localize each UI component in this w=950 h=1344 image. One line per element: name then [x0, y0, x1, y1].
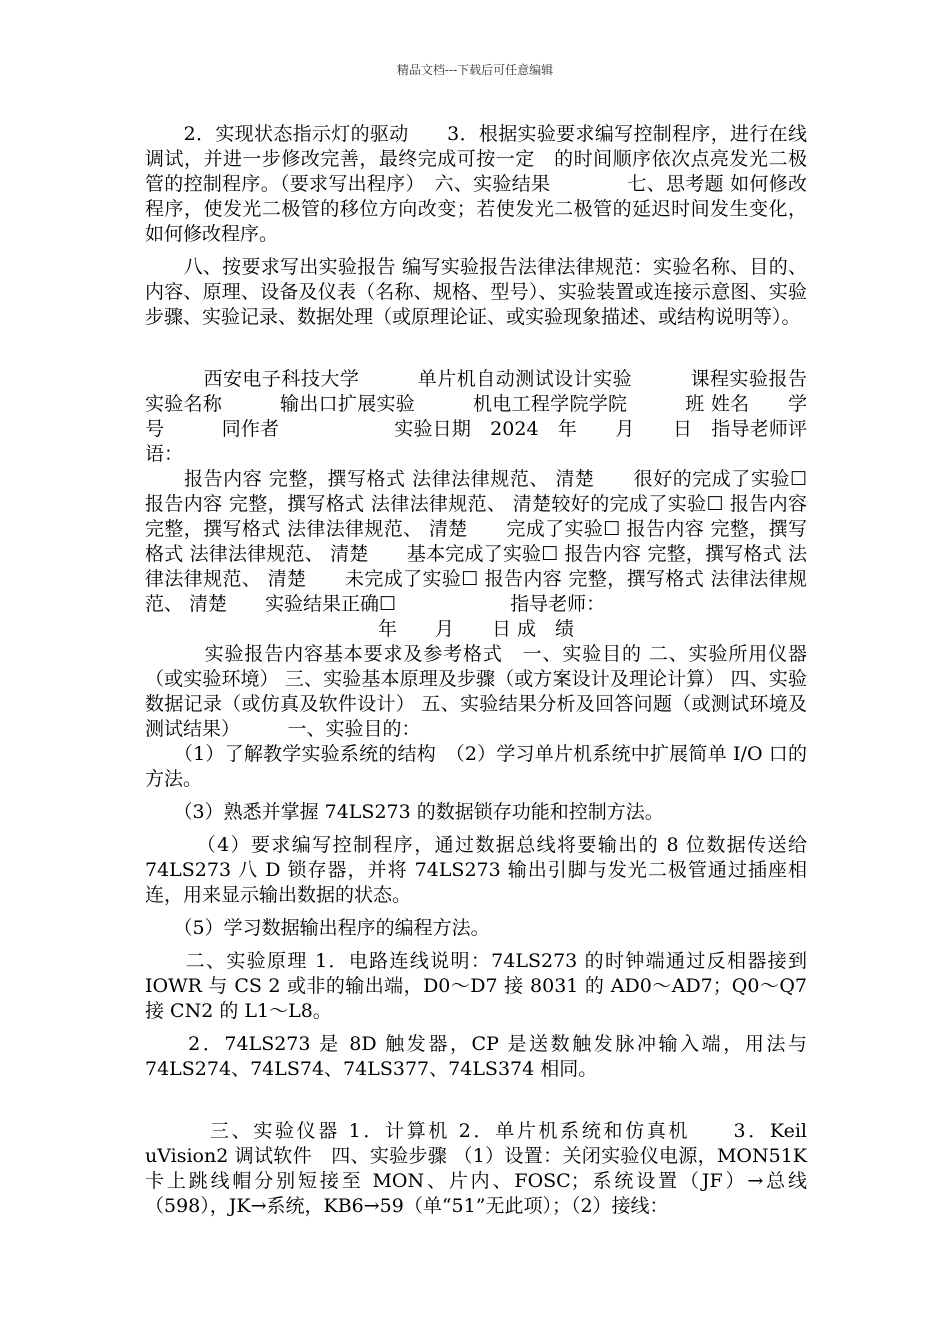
paragraph-steps: 2．实现状态指示灯的驱动 3．根据实验要求编写控制程序，进行在线调试，并进一步修改完善，最终完成可按一定 的时间顺序依次点亮发光二极管的控制程序。（要求写出程序） 六、实验结果 七、思考题 如何修改程序，使发光二极管的移位方向改变；若使发光二极管的延迟时间发生变化，如何修改程序。	[145, 123, 807, 245]
paragraph-principle-1: 二、实验原理 1．电路连线说明：74LS273 的时钟端通过反相器接到 IOWR 与 CS 2 或非的输出端，D0～D7 接 8031 的 AD0～AD7；Q0～Q7 接 CN2 的 L1～L8。	[145, 950, 807, 1022]
paragraph-aim-1: （1）了解教学实验系统的结构 （2）学习单片机系统中扩展简单 I/O 口的方法。	[145, 743, 807, 790]
paragraph-aim-4: （4）要求编写控制程序，通过数据总线将要输出的 8 位数据传送给 74LS273 八 D 锁存器，并将 74LS273 输出引脚与发光二极管通过插座相连，用来显示输出数据的状态。	[145, 834, 807, 906]
document-body	[145, 122, 846, 1219]
paragraph-instruments: 三、实验仪器 1．计算机 2．单片机系统和仿真机 3．Keil uVision2 调试软件 四、实验步骤 （1）设置：关闭实验仪电源，MON51K 卡上跳线帽分别短接至 MON、片内、FOSC；系统设置（JF）→总线（598），JK→系统，KB6→59（单“51”无此项）；（2）接线：	[145, 1120, 807, 1217]
paragraph-report-cover: 西安电子科技大学 单片机自动测试设计实验 课程实验报告 实验名称 输出口扩展实验 机电工程学院学院 班 姓名 学号 同作者 实验日期 2024 年 月 日 指导老师评语：	[145, 368, 846, 465]
paragraph-evaluation: 报告内容 完整，撰写格式 法律法律规范、 清楚 很好的完成了实验☐ 报告内容 完整，撰写格式 法律法律规范、 清楚较好的完成了实验☐ 报告内容 完整，撰写格式 法律法律规范、 清楚 完成了实验☐ 报告内容 完整，撰写格式 法律法律规范、 清楚 基本完成了实验☐ 报告内容 完整，撰写格式 法律法律规范、 清楚 未完成了实验☐ 报告内容 完整，撰写格式 法律法律规范、 清楚 实验结果正确☐ 指导老师：	[145, 468, 807, 615]
paragraph-report-requirement: 八、按要求写出实验报告 编写实验报告法律法律规范：实验名称、目的、内容、原理、设备及仪表（名称、规格、型号）、实验装置或连接示意图、实验步骤、实验记录、数据处理（或原理论证、或实验现象描述、或结构说明等）。	[145, 256, 807, 328]
paragraph-aim-3: （3）熟悉并掌握 74LS273 的数据锁存功能和控制方法。	[145, 801, 664, 823]
paragraph-format: 实验报告内容基本要求及参考格式 一、实验目的 二、实验所用仪器（或实验环境） 三、实验基本原理及步骤（或方案设计及理论计算） 四、实验数据记录（或仿真及软件设计） 五、实验结果分析及回答问题（或测试环境及测试结果） 一、实验目的：	[145, 643, 807, 740]
paragraph-principle-2: 2．74LS273 是 8D 触发器，CP 是送数触发脉冲输入端，用法与 74LS274、74LS74、74LS377、74LS374 相同。	[145, 1033, 807, 1080]
paragraph-date-grade: 年 月 日 成 绩	[377, 618, 575, 640]
page-header: 精品文档---下载后可任意编辑	[396, 63, 554, 77]
paragraph-aim-5: （5）学习数据输出程序的编程方法。	[145, 917, 490, 939]
